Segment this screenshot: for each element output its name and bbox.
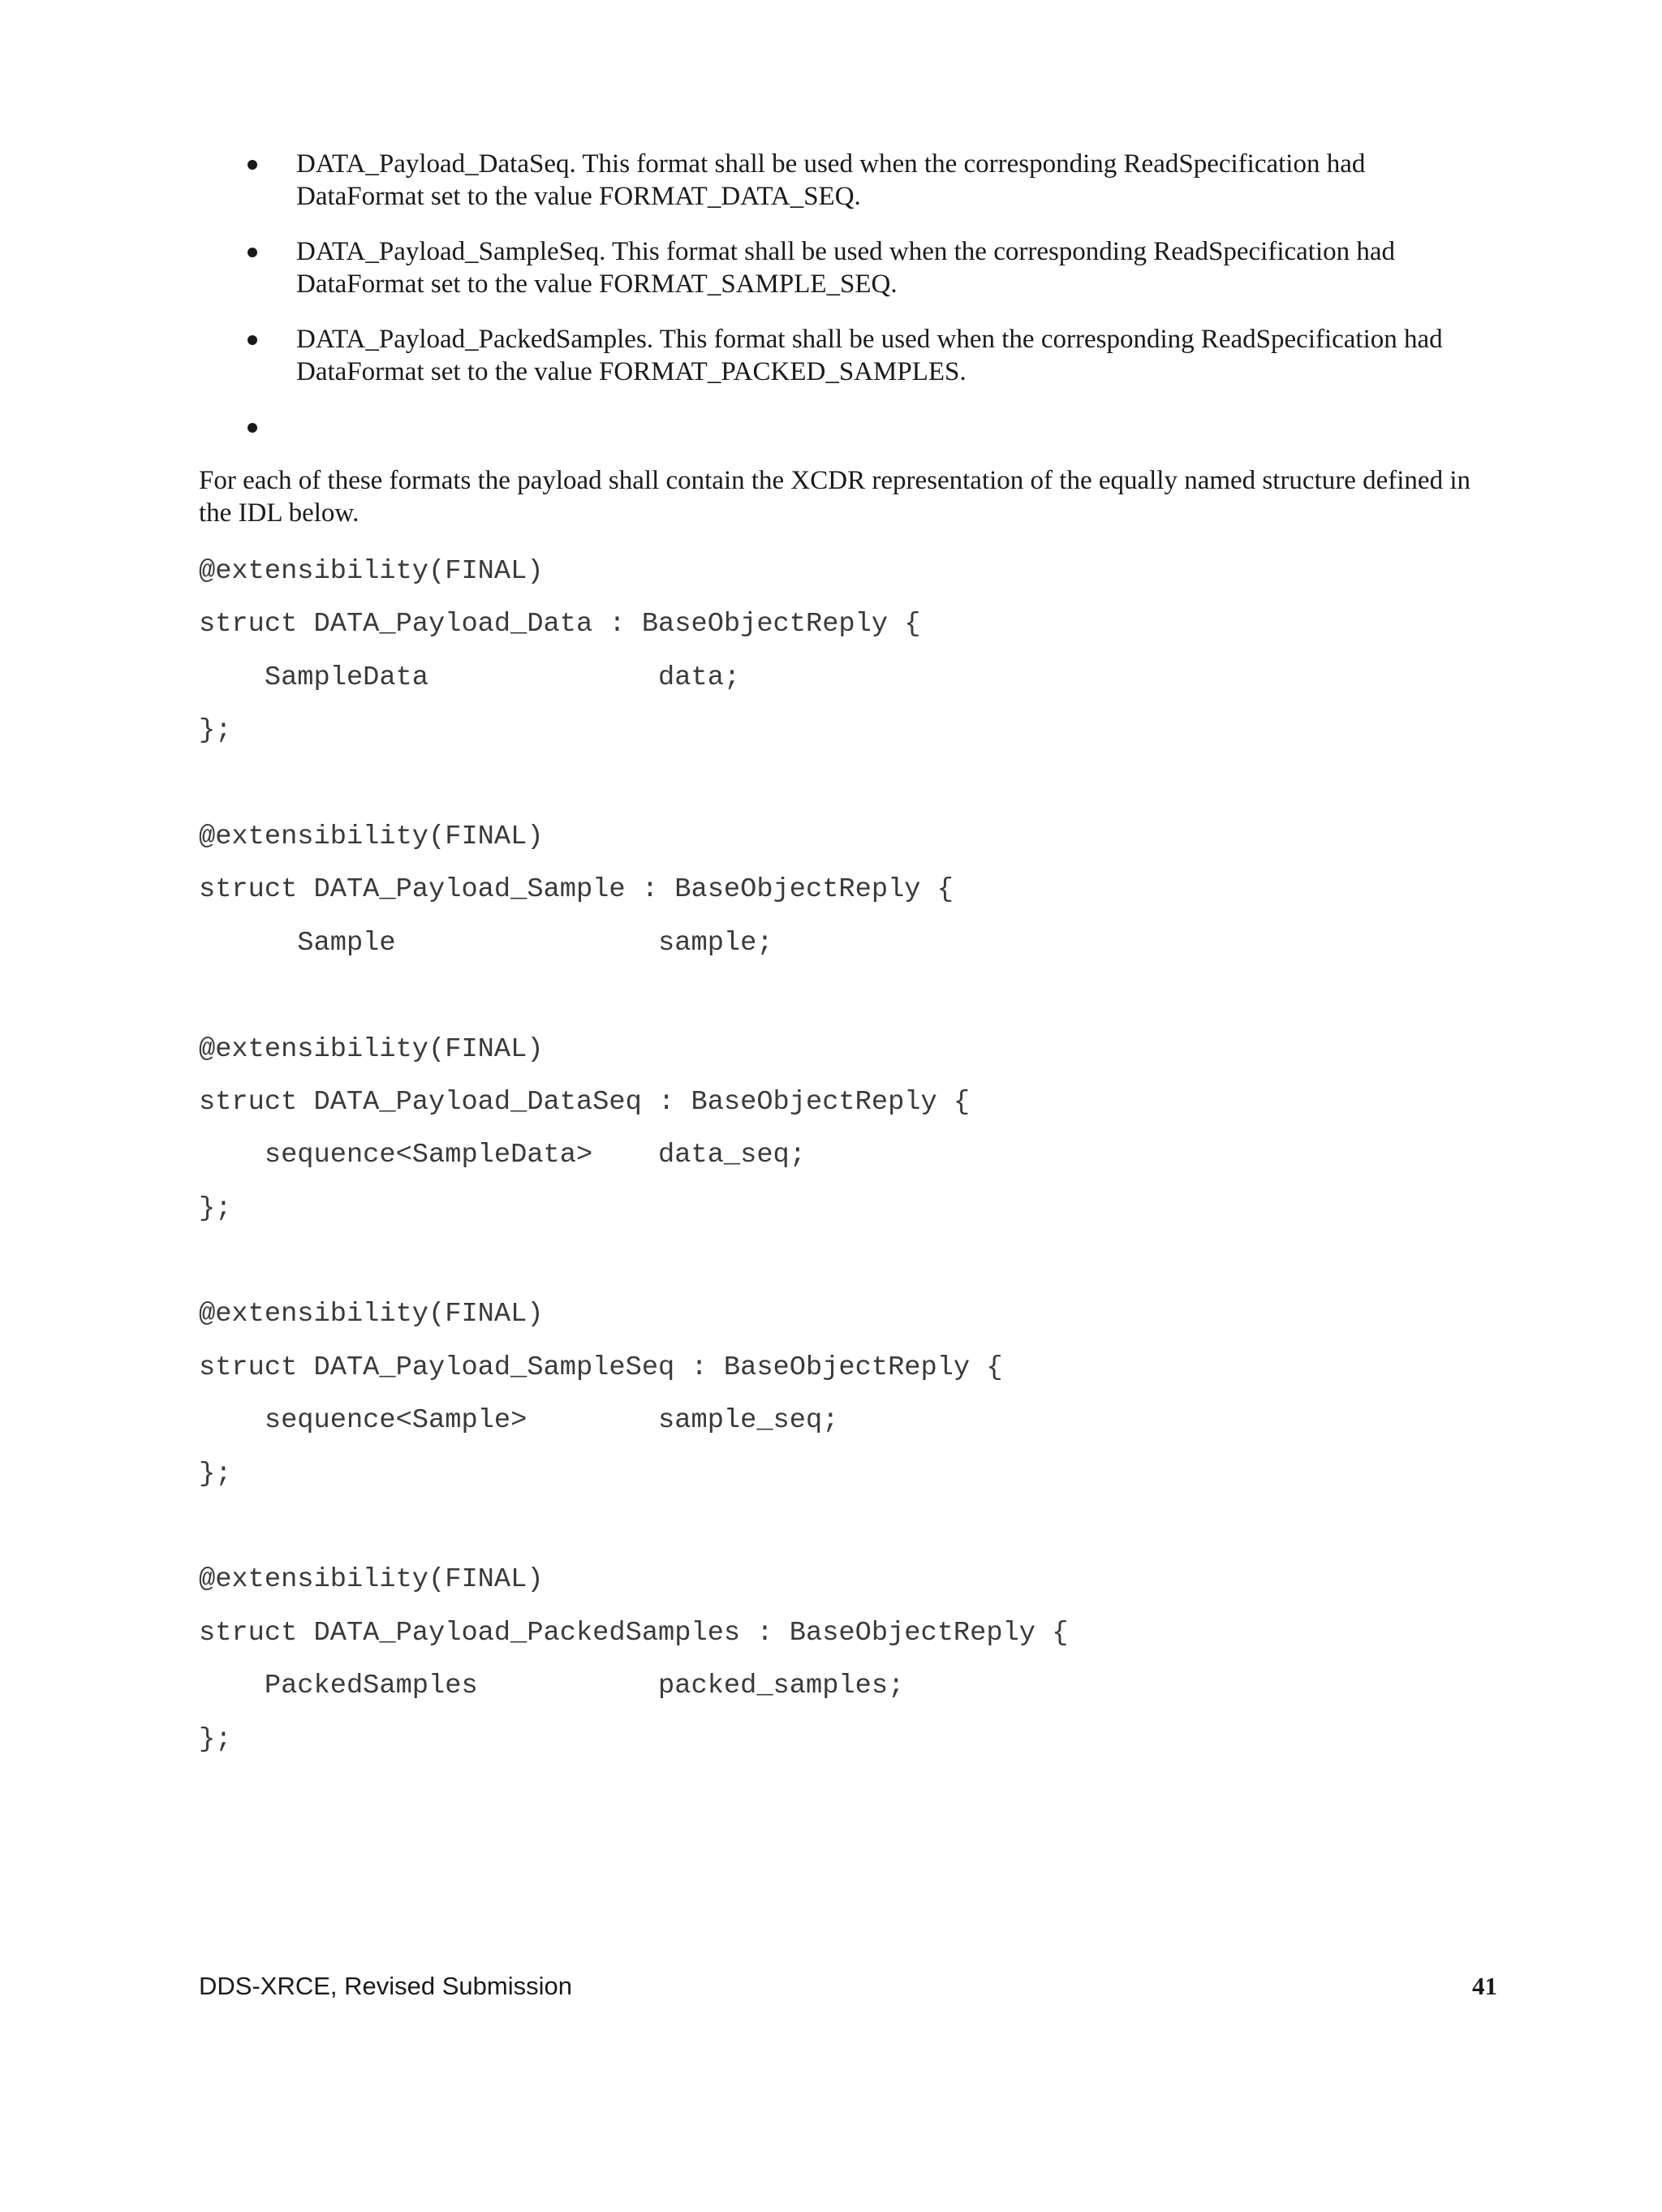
code-line: PackedSamples packed_samples;	[199, 1671, 905, 1702]
code-line: @extensibility(FINAL)	[199, 1299, 544, 1330]
bullet-text-line: DATA_Payload_PackedSamples. This format shall be used when the corresponding ReadSpecification had	[296, 325, 1443, 354]
code-line: struct DATA_Payload_PackedSamples : BaseObjectReply {	[199, 1617, 1069, 1649]
intro-paragraph	[199, 464, 1513, 529]
idl-code-block	[199, 545, 1513, 1766]
footer-page-number: 41	[1472, 1972, 1497, 2000]
format-bullet-list	[199, 148, 1513, 466]
code-line: struct DATA_Payload_Sample : BaseObjectReply {	[199, 874, 954, 906]
code-line	[199, 758, 1513, 811]
code-line: struct DATA_Payload_SampleSeq : BaseObjectReply {	[199, 1352, 1003, 1383]
bullet-text-line: DataFormat set to the value FORMAT_SAMPLE_SEQ.	[296, 269, 898, 299]
bullet-text-line: DataFormat set to the value FORMAT_DATA_SEQ.	[296, 182, 861, 211]
code-line: @extensibility(FINAL)	[199, 821, 544, 852]
bullet-text-line: DATA_Payload_DataSeq. This format shall be used when the corresponding ReadSpecification had	[296, 149, 1366, 179]
code-line: SampleData data;	[199, 662, 741, 693]
bullet-text-line: DataFormat set to the value FORMAT_PACKED_SAMPLES.	[296, 357, 967, 386]
code-line	[199, 970, 1513, 1023]
bullet-item-empty	[199, 411, 1513, 443]
code-line: struct DATA_Payload_DataSeq : BaseObjectReply {	[199, 1086, 971, 1118]
intro-line: For each of these formats the payload shall contain the XCDR representation of the equally named structure defined in	[199, 466, 1471, 495]
code-line: Sample sample;	[199, 927, 773, 959]
code-line: @extensibility(FINAL)	[199, 556, 544, 587]
code-line	[199, 1235, 1513, 1288]
code-line: @extensibility(FINAL)	[199, 1033, 544, 1065]
bullet-dot-icon	[248, 248, 257, 257]
bullet-item-packedsamples	[199, 323, 1513, 388]
code-line: sequence<Sample> sample_seq;	[199, 1405, 839, 1437]
code-line: struct DATA_Payload_Data : BaseObjectReply {	[199, 609, 921, 640]
code-line: };	[199, 1192, 232, 1224]
bullet-item-dataseq	[199, 148, 1513, 213]
intro-line: the IDL below.	[199, 498, 360, 528]
bullet-item-sampleseq	[199, 235, 1513, 300]
bullet-text-line: DATA_Payload_SampleSeq. This format shall be used when the corresponding ReadSpecification had	[296, 237, 1396, 266]
bullet-dot-icon	[248, 335, 257, 345]
bullet-dot-icon	[248, 160, 257, 170]
bullet-dot-icon	[248, 423, 257, 433]
code-line: sequence<SampleData> data_seq;	[199, 1140, 806, 1171]
footer-document-title: DDS-XRCE, Revised Submission	[199, 1972, 572, 2000]
code-line	[199, 1501, 1513, 1554]
code-line: };	[199, 1723, 232, 1755]
code-line: };	[199, 1458, 232, 1490]
code-line: @extensibility(FINAL)	[199, 1564, 544, 1596]
code-line: };	[199, 715, 232, 747]
